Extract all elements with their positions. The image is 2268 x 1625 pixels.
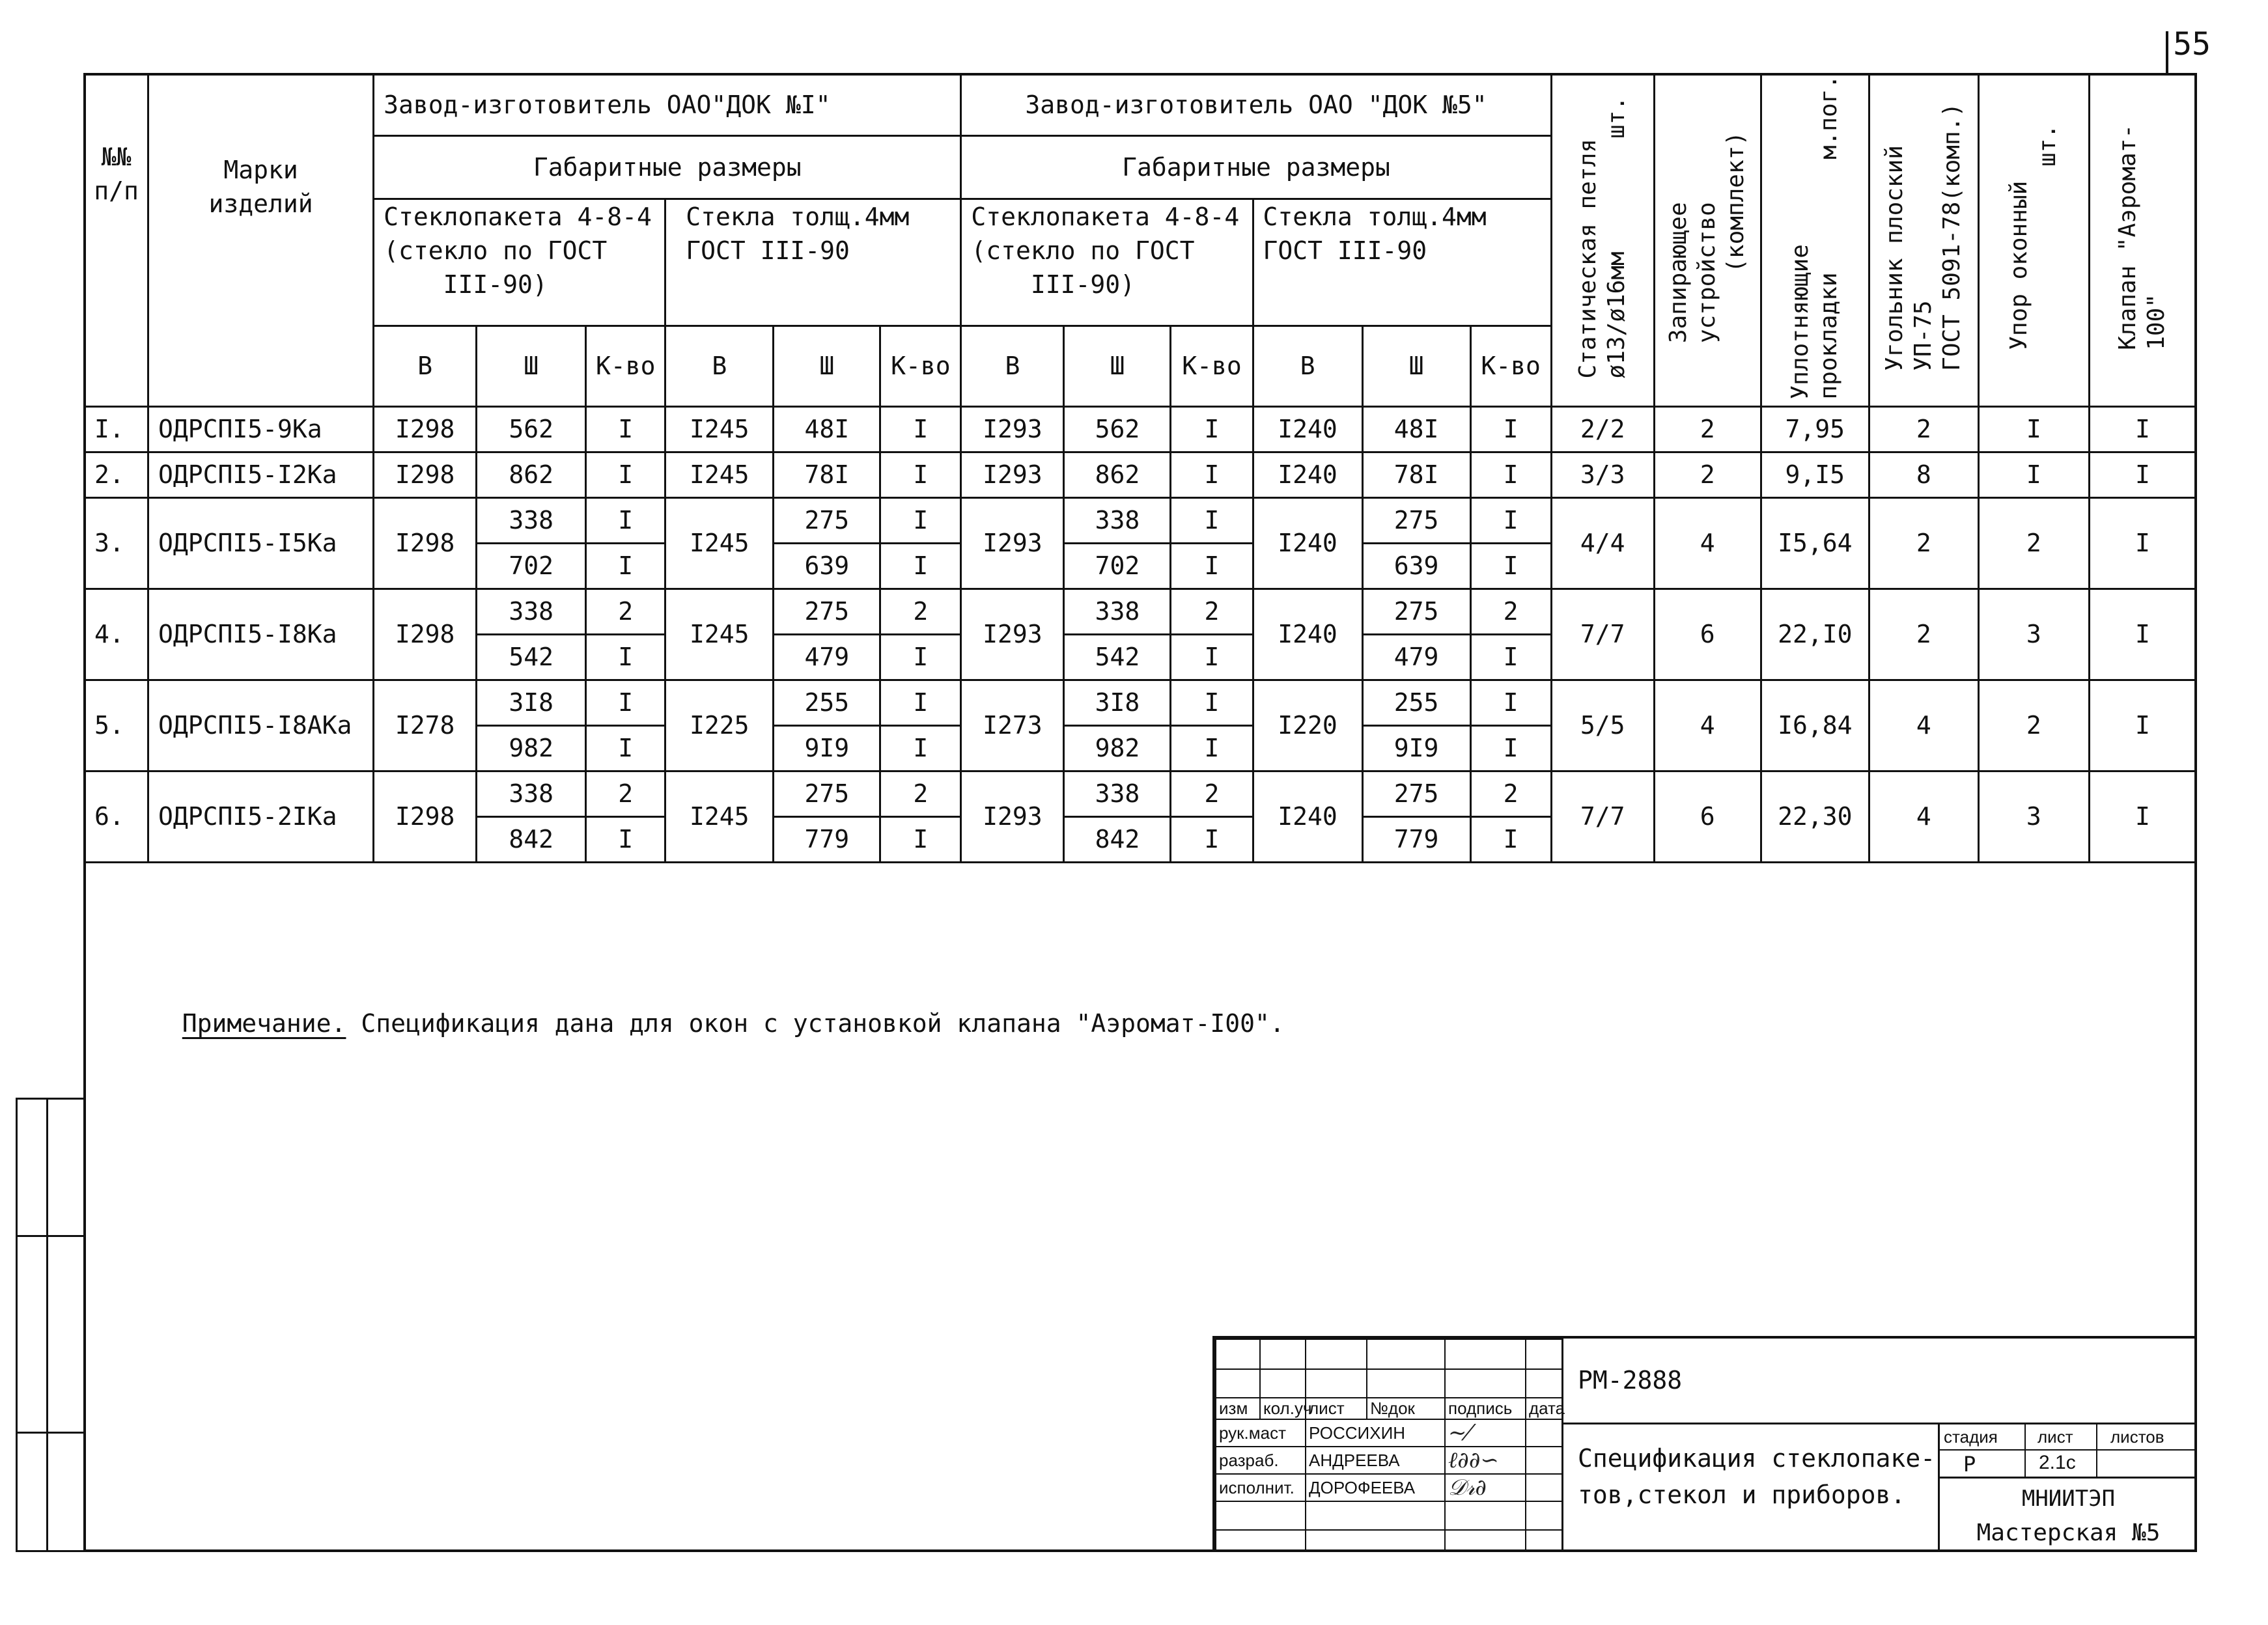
corner-cell: 8	[1869, 452, 1978, 497]
height-cell: I245	[665, 406, 774, 452]
row-number: 2.	[85, 452, 148, 497]
width-cell: 338	[1064, 497, 1171, 543]
sub-w: Ш	[1362, 326, 1470, 406]
width-cell: 479	[1362, 634, 1470, 680]
corner-cell: 4	[1869, 771, 1978, 862]
signature: ∼⁄	[1445, 1419, 1526, 1447]
qty-cell: I	[586, 680, 665, 725]
product-mark: ОДРСПI5-9Ка	[148, 406, 374, 452]
header-plant1: Завод-изготовитель ОАО"ДОК №I"	[374, 74, 961, 136]
product-mark: ОДРСПI5-I8АКа	[148, 680, 374, 771]
height-cell: I273	[961, 680, 1064, 771]
sub-qty: К-во	[1470, 326, 1551, 406]
org-name: МНИИТЭП	[2021, 1486, 2116, 1512]
height-cell: I298	[374, 452, 477, 497]
qty-cell: I	[1470, 634, 1551, 680]
header-corner: Угольник плоский УП-75 ГОСТ 5091-78(комп.)	[1869, 74, 1978, 407]
stamp-col: дата	[1526, 1398, 1562, 1419]
qty-cell: 2	[1171, 771, 1253, 816]
width-cell: 542	[477, 634, 586, 680]
page-number: 55	[2173, 26, 2211, 62]
stop-cell: 3	[1978, 589, 2089, 680]
valve-cell: I	[2089, 406, 2196, 452]
qty-cell: I	[586, 816, 665, 862]
width-cell: 255	[1362, 680, 1470, 725]
sub-qty: К-во	[880, 326, 961, 406]
qty-cell: I	[1171, 725, 1253, 771]
lock-cell: 2	[1654, 452, 1761, 497]
qty-cell: 2	[586, 589, 665, 634]
width-cell: 9I9	[1362, 725, 1470, 771]
qty-cell: I	[1171, 680, 1253, 725]
qty-cell: 2	[880, 589, 961, 634]
qty-cell: I	[1470, 725, 1551, 771]
spec-body	[85, 406, 2196, 862]
valve-cell: I	[2089, 771, 2196, 862]
loop-cell: 2/2	[1551, 406, 1654, 452]
qty-cell: I	[1171, 543, 1253, 589]
width-cell: 779	[1362, 816, 1470, 862]
seal-cell: I6,84	[1761, 680, 1869, 771]
sheet-value: 2.1с	[2039, 1452, 2076, 1473]
sub-w: Ш	[1064, 326, 1171, 406]
note-text: Спецификация дана для окон с установкой клапана "Аэромат-I00".	[346, 1009, 1285, 1038]
stamp-col: подпись	[1445, 1398, 1526, 1419]
table-row	[85, 589, 2196, 634]
height-cell: I245	[665, 497, 774, 589]
width-cell: 275	[774, 589, 880, 634]
table-row	[85, 771, 2196, 816]
width-cell: 842	[1064, 816, 1171, 862]
width-cell: 275	[1362, 497, 1470, 543]
qty-cell: I	[1171, 816, 1253, 862]
qty-cell: 2	[586, 771, 665, 816]
title-cell	[1561, 1424, 1938, 1552]
height-cell: I298	[374, 589, 477, 680]
height-cell: I298	[374, 771, 477, 862]
height-cell: I225	[665, 680, 774, 771]
height-cell: I240	[1253, 497, 1362, 589]
width-cell: 3I8	[477, 680, 586, 725]
qty-cell: I	[880, 634, 961, 680]
role-cell: рук.маст	[1216, 1419, 1306, 1447]
loop-cell: 3/3	[1551, 452, 1654, 497]
stage-label: стадия	[1944, 1427, 1998, 1447]
lock-cell: 4	[1654, 497, 1761, 589]
stamp-grid	[1215, 1339, 1563, 1552]
note	[152, 980, 1285, 1038]
stamp-col-headers	[1216, 1398, 1562, 1419]
qty-cell: I	[586, 634, 665, 680]
binding-strip	[16, 1098, 83, 1552]
table-row	[85, 680, 2196, 725]
signature: ℓ∂∂∽	[1445, 1447, 1526, 1474]
seal-cell: 22,I0	[1761, 589, 1869, 680]
org-workshop: Мастерская №5	[1976, 1520, 2161, 1546]
width-cell: 639	[774, 543, 880, 589]
header-dims-1: Габаритные размеры	[374, 135, 961, 199]
qty-cell: I	[1171, 406, 1253, 452]
width-cell: 338	[1064, 771, 1171, 816]
qty-cell: I	[880, 816, 961, 862]
qty-cell: I	[586, 725, 665, 771]
height-cell: I278	[374, 680, 477, 771]
qty-cell: I	[1171, 497, 1253, 543]
header-mark: Марки изделий	[148, 74, 374, 407]
width-cell: 982	[477, 725, 586, 771]
role-cell: разраб.	[1216, 1447, 1306, 1474]
width-cell: 78I	[1362, 452, 1470, 497]
height-cell: I293	[961, 771, 1064, 862]
lock-cell: 6	[1654, 589, 1761, 680]
seal-cell: 7,95	[1761, 406, 1869, 452]
spec-table	[83, 73, 2197, 862]
qty-cell: I	[880, 452, 961, 497]
width-cell: 702	[477, 543, 586, 589]
width-cell: 275	[1362, 589, 1470, 634]
header-lock: Запирающее устройство (комплект)	[1654, 74, 1761, 407]
height-cell: I240	[1253, 452, 1362, 497]
stage-block	[1938, 1424, 2197, 1552]
width-cell: 275	[1362, 771, 1470, 816]
height-cell: I298	[374, 406, 477, 452]
height-cell: I298	[374, 497, 477, 589]
header-seal: Уплотняющие прокладки м.пог.	[1761, 74, 1869, 407]
loop-cell: 7/7	[1551, 589, 1654, 680]
sheet-title: Спецификация стеклопаке- тов,стекол и приборов.	[1578, 1444, 1936, 1509]
qty-cell: I	[1470, 452, 1551, 497]
sub-w: Ш	[774, 326, 880, 406]
qty-cell: I	[880, 497, 961, 543]
sheet-label: лист	[2037, 1427, 2073, 1447]
corner-cell: 2	[1869, 497, 1978, 589]
stage-value: Р	[1963, 1452, 1976, 1477]
header-stop: Упор оконный шт.	[1978, 74, 2089, 407]
width-cell: 48I	[1362, 406, 1470, 452]
qty-cell: I	[880, 680, 961, 725]
height-cell: I220	[1253, 680, 1362, 771]
sub-qty: К-во	[1171, 326, 1253, 406]
header-glass-unit-2: Стеклопакета 4-8-4 (стекло по ГОСТ III-90)	[961, 199, 1253, 326]
height-cell: I240	[1253, 406, 1362, 452]
valve-cell: I	[2089, 497, 2196, 589]
width-cell: 842	[477, 816, 586, 862]
header-num: №№ п/п	[85, 74, 148, 407]
product-mark: ОДРСПI5-I2Ка	[148, 452, 374, 497]
height-cell: I245	[665, 452, 774, 497]
row-number: 5.	[85, 680, 148, 771]
doc-code: РМ-2888	[1578, 1366, 1683, 1395]
sub-b: В	[1253, 326, 1362, 406]
lock-cell: 2	[1654, 406, 1761, 452]
role-cell: исполнит.	[1216, 1474, 1306, 1501]
valve-cell: I	[2089, 452, 2196, 497]
width-cell: 639	[1362, 543, 1470, 589]
width-cell: 702	[1064, 543, 1171, 589]
height-cell: I293	[961, 589, 1064, 680]
qty-cell: I	[1171, 452, 1253, 497]
row-number: 4.	[85, 589, 148, 680]
seal-cell: I5,64	[1761, 497, 1869, 589]
loop-cell: 7/7	[1551, 771, 1654, 862]
qty-cell: I	[1171, 634, 1253, 680]
corner-cell: 4	[1869, 680, 1978, 771]
note-label: Примечание.	[182, 1009, 346, 1038]
width-cell: 9I9	[774, 725, 880, 771]
lock-cell: 6	[1654, 771, 1761, 862]
qty-cell: I	[1470, 406, 1551, 452]
qty-cell: I	[586, 497, 665, 543]
sub-b: В	[961, 326, 1064, 406]
row-number: 6.	[85, 771, 148, 862]
qty-cell: 2	[1171, 589, 1253, 634]
qty-cell: I	[586, 406, 665, 452]
height-cell: I240	[1253, 589, 1362, 680]
sub-qty: К-во	[586, 326, 665, 406]
row-number: I.	[85, 406, 148, 452]
width-cell: 338	[477, 771, 586, 816]
width-cell: 48I	[774, 406, 880, 452]
header-dims-2: Габаритные размеры	[961, 135, 1551, 199]
qty-cell: I	[880, 543, 961, 589]
width-cell: 338	[1064, 589, 1171, 634]
width-cell: 562	[477, 406, 586, 452]
loop-cell: 4/4	[1551, 497, 1654, 589]
table-row	[85, 406, 2196, 452]
header-glass-1: Стекла толщ.4мм ГОСТ III-90	[665, 199, 961, 326]
header-glass-2: Стекла толщ.4мм ГОСТ III-90	[1253, 199, 1551, 326]
qty-cell: I	[586, 452, 665, 497]
product-mark: ОДРСПI5-2IКа	[148, 771, 374, 862]
sheets-label: листов	[2110, 1427, 2164, 1447]
width-cell: 862	[1064, 452, 1171, 497]
header-glass-unit-1: Стеклопакета 4-8-4 (стекло по ГОСТ III-90)	[374, 199, 665, 326]
stop-cell: 2	[1978, 680, 2089, 771]
qty-cell: I	[1470, 816, 1551, 862]
height-cell: I245	[665, 771, 774, 862]
qty-cell: 2	[880, 771, 961, 816]
page-number-rule	[2166, 31, 2168, 73]
product-mark: ОДРСПI5-I8Ка	[148, 589, 374, 680]
header-plant2: Завод-изготовитель ОАО "ДОК №5"	[961, 74, 1551, 136]
row-number: 3.	[85, 497, 148, 589]
stop-cell: 2	[1978, 497, 2089, 589]
name-cell: РОССИХИН	[1306, 1419, 1445, 1447]
name-cell: АНДРЕЕВА	[1306, 1447, 1445, 1474]
sub-b: В	[374, 326, 477, 406]
name-cell: ДОРОФЕЕВА	[1306, 1474, 1445, 1501]
qty-cell: I	[586, 543, 665, 589]
qty-cell: I	[1470, 497, 1551, 543]
stamp-col: кол.уч	[1260, 1398, 1306, 1419]
seal-cell: 22,30	[1761, 771, 1869, 862]
valve-cell: I	[2089, 589, 2196, 680]
header-valve: Клапан "Аэромат- 100"	[2089, 74, 2196, 407]
stamp-col: лист	[1306, 1398, 1367, 1419]
width-cell: 78I	[774, 452, 880, 497]
valve-cell: I	[2089, 680, 2196, 771]
title-block	[1212, 1336, 2197, 1552]
header-loop: Статическая петля ø13/ø16мм шт.	[1551, 74, 1654, 407]
lock-cell: 4	[1654, 680, 1761, 771]
signature: 𝒟𝓇∂	[1445, 1474, 1526, 1501]
height-cell: I245	[665, 589, 774, 680]
qty-cell: I	[880, 725, 961, 771]
width-cell: 982	[1064, 725, 1171, 771]
qty-cell: 2	[1470, 589, 1551, 634]
width-cell: 479	[774, 634, 880, 680]
table-row	[85, 497, 2196, 543]
sub-b: В	[665, 326, 774, 406]
loop-cell: 5/5	[1551, 680, 1654, 771]
width-cell: 338	[477, 497, 586, 543]
width-cell: 338	[477, 589, 586, 634]
corner-cell: 2	[1869, 406, 1978, 452]
stamp-col: изм	[1216, 1398, 1260, 1419]
height-cell: I240	[1253, 771, 1362, 862]
qty-cell: I	[1470, 680, 1551, 725]
width-cell: 275	[774, 771, 880, 816]
width-cell: 862	[477, 452, 586, 497]
width-cell: 3I8	[1064, 680, 1171, 725]
corner-cell: 2	[1869, 589, 1978, 680]
width-cell: 275	[774, 497, 880, 543]
width-cell: 779	[774, 816, 880, 862]
height-cell: I293	[961, 497, 1064, 589]
height-cell: I293	[961, 452, 1064, 497]
qty-cell: I	[1470, 543, 1551, 589]
stop-cell: 3	[1978, 771, 2089, 862]
product-mark: ОДРСПI5-I5Ка	[148, 497, 374, 589]
width-cell: 255	[774, 680, 880, 725]
width-cell: 542	[1064, 634, 1171, 680]
sub-w: Ш	[477, 326, 586, 406]
qty-cell: I	[880, 406, 961, 452]
stamp-col: №док	[1367, 1398, 1445, 1419]
qty-cell: 2	[1470, 771, 1551, 816]
table-row	[85, 452, 2196, 497]
height-cell: I293	[961, 406, 1064, 452]
seal-cell: 9,I5	[1761, 452, 1869, 497]
doc-code-cell	[1561, 1339, 2197, 1424]
stop-cell: I	[1978, 406, 2089, 452]
stop-cell: I	[1978, 452, 2089, 497]
width-cell: 562	[1064, 406, 1171, 452]
